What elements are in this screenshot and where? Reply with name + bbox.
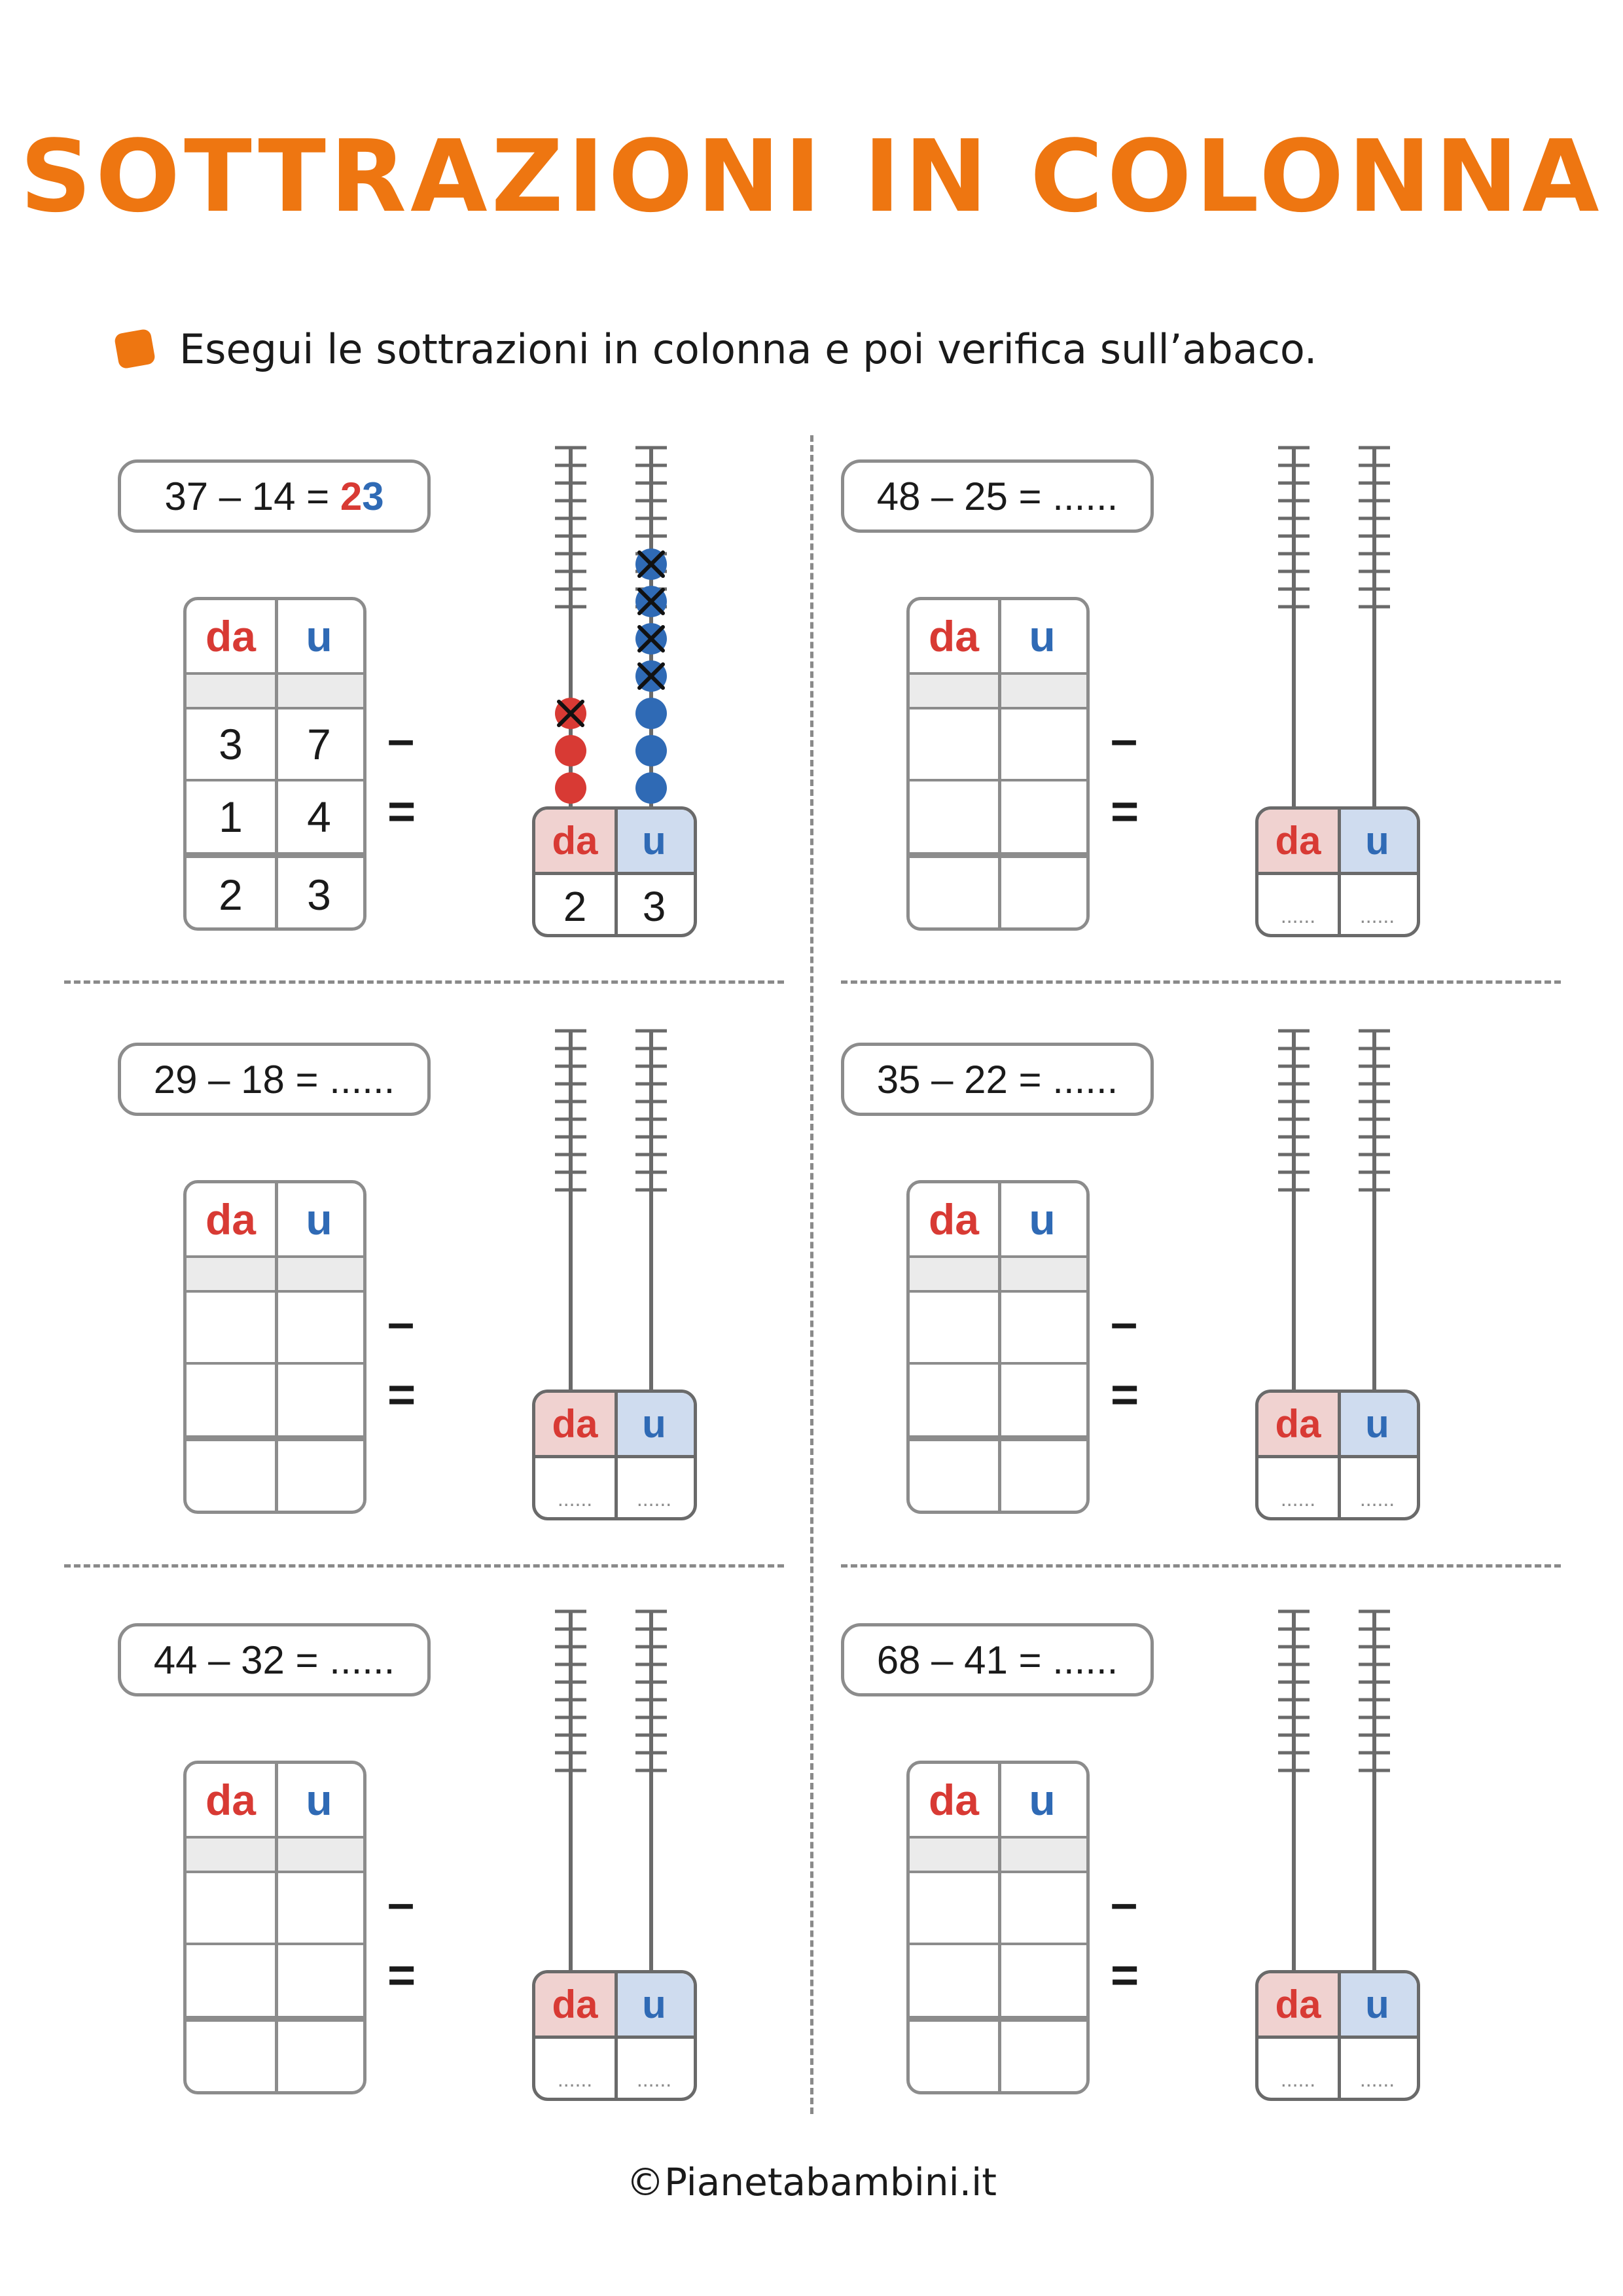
- instruction-text: Esegui le sottrazioni in colonna e poi verifica sull’abaco.: [179, 325, 1317, 373]
- abacus-bead: [635, 735, 667, 766]
- abacus-bead: [635, 698, 667, 729]
- units-header: u: [306, 1195, 332, 1244]
- abacus-rod-units: [1359, 1611, 1390, 1971]
- abacus-box: [1255, 1390, 1420, 1520]
- equation-text: 44 – 32 = ......: [153, 1638, 395, 1682]
- tens-header: da: [928, 1195, 980, 1244]
- abacus-units-header: u: [615, 1393, 694, 1455]
- exercise-2: [841, 459, 1623, 1042]
- minuend-units: 7: [307, 720, 331, 768]
- units-header: u: [1029, 1776, 1056, 1824]
- abacus-tens-header: da: [535, 810, 615, 872]
- equals-sign: =: [387, 1367, 416, 1422]
- equation-text: 37 – 14 =: [164, 474, 340, 518]
- abacus-result-units: 3: [642, 882, 666, 930]
- abacus-box: [1255, 806, 1420, 937]
- abacus-bead: [555, 772, 586, 804]
- equation-text: 68 – 41 = ......: [876, 1638, 1118, 1682]
- bullet-icon: [114, 329, 156, 370]
- exercise-1: [118, 459, 929, 1042]
- abacus-blank-tens[interactable]: ......: [557, 2068, 593, 2091]
- abacus-rod-tens: [1278, 448, 1310, 808]
- tens-header: da: [928, 612, 980, 660]
- abacus-blank-tens[interactable]: ......: [1280, 904, 1316, 927]
- answer-tens: 2: [340, 474, 363, 518]
- exercise-3: [118, 1043, 929, 1625]
- abacus-units-header: u: [615, 810, 694, 872]
- column-table: [906, 1180, 1090, 1514]
- units-header: u: [1029, 1195, 1056, 1244]
- abacus-blank-tens[interactable]: ......: [1280, 1487, 1316, 1511]
- answer-units: 3: [362, 474, 384, 518]
- column-table: [183, 597, 366, 931]
- equation-text: 35 – 22 = ......: [876, 1057, 1118, 1102]
- minuend-tens: 3: [219, 720, 243, 768]
- abacus-blank-units[interactable]: ......: [1359, 1487, 1395, 1511]
- equation-text: 29 – 18 = ......: [153, 1057, 395, 1102]
- abacus-tens-header: da: [1258, 810, 1338, 872]
- column-table: [906, 1761, 1090, 2094]
- minus-sign: –: [387, 1295, 415, 1350]
- abacus-blank-units[interactable]: ......: [1359, 904, 1395, 927]
- minus-sign: –: [1111, 1876, 1138, 1930]
- tens-header: da: [205, 612, 257, 660]
- exercise-5: [118, 1623, 929, 2206]
- equation-text: 48 – 25 = ......: [876, 474, 1118, 518]
- result-units: 3: [307, 870, 331, 919]
- units-header: u: [1029, 612, 1056, 660]
- abacus-box: [532, 1390, 697, 1520]
- units-header: u: [306, 612, 332, 660]
- subtrahend-units: 4: [307, 793, 331, 841]
- column-table: [183, 1180, 366, 1514]
- abacus-rod-tens: [1278, 1611, 1310, 1971]
- tens-header: da: [205, 1776, 257, 1824]
- page-title: SOTTRAZIONI IN COLONNA: [20, 118, 1603, 234]
- abacus-rod-units: [635, 1611, 667, 1971]
- exercise-4: [841, 1043, 1623, 1625]
- footer-copyright: ©Pianetabambini.it: [626, 2160, 997, 2204]
- column-table: [183, 1761, 366, 2094]
- equals-sign: =: [387, 1948, 416, 2002]
- column-table: [906, 597, 1090, 931]
- abacus-blank-units[interactable]: ......: [1359, 2068, 1395, 2091]
- minus-sign: –: [1111, 1295, 1138, 1350]
- abacus-bead: [555, 735, 586, 766]
- abacus-tens-header: da: [535, 1973, 615, 2036]
- abacus: [1247, 1605, 1430, 1978]
- equals-sign: =: [1111, 1948, 1139, 2002]
- abacus-box: [1255, 1970, 1420, 2101]
- abacus-beads-tens: [555, 698, 586, 804]
- abacus-beads-units: [635, 548, 667, 804]
- minus-sign: –: [387, 1876, 415, 1930]
- abacus-rod-units: [1359, 1031, 1390, 1391]
- equation-box: [118, 459, 431, 533]
- exercise-6: [841, 1623, 1623, 2206]
- abacus: [524, 441, 707, 814]
- abacus-rod-tens: [555, 1031, 586, 1391]
- abacus-box: [532, 806, 697, 937]
- minus-sign: –: [1111, 712, 1138, 766]
- abacus-blank-units[interactable]: ......: [636, 2068, 672, 2091]
- abacus-tens-header: da: [535, 1393, 615, 1455]
- abacus-rod-units: [635, 1031, 667, 1391]
- abacus-bead: [635, 772, 667, 804]
- equation-box: [118, 1043, 431, 1116]
- abacus-rod-tens: [555, 1611, 586, 1971]
- minus-sign: –: [387, 712, 415, 766]
- abacus-units-header: u: [1338, 1393, 1417, 1455]
- abacus-rod-units: [1359, 448, 1390, 808]
- equals-sign: =: [1111, 784, 1139, 838]
- tens-header: da: [928, 1776, 980, 1824]
- abacus: [524, 1605, 707, 1978]
- abacus-units-header: u: [1338, 810, 1417, 872]
- abacus: [1247, 1024, 1430, 1397]
- abacus-rod-tens: [1278, 1031, 1310, 1391]
- result-tens: 2: [219, 870, 243, 919]
- equals-sign: =: [387, 784, 416, 838]
- abacus-tens-header: da: [1258, 1973, 1338, 2036]
- abacus-units-header: u: [615, 1973, 694, 2036]
- equation-box: [841, 459, 1154, 533]
- abacus-blank-tens[interactable]: ......: [557, 1487, 593, 1511]
- abacus: [1247, 441, 1430, 814]
- subtrahend-tens: 1: [219, 793, 243, 841]
- equation-box: [841, 1043, 1154, 1116]
- abacus-blank-tens[interactable]: ......: [1280, 2068, 1316, 2091]
- equation-box: [841, 1623, 1154, 1696]
- instruction: [116, 319, 1317, 378]
- abacus-blank-units[interactable]: ......: [636, 1487, 672, 1511]
- equals-sign: =: [1111, 1367, 1139, 1422]
- abacus-box: [532, 1970, 697, 2101]
- abacus-units-header: u: [1338, 1973, 1417, 2036]
- tens-header: da: [205, 1195, 257, 1244]
- equation-box: [118, 1623, 431, 1696]
- units-header: u: [306, 1776, 332, 1824]
- abacus-tens-header: da: [1258, 1393, 1338, 1455]
- abacus: [524, 1024, 707, 1397]
- abacus-result-tens: 2: [563, 882, 587, 930]
